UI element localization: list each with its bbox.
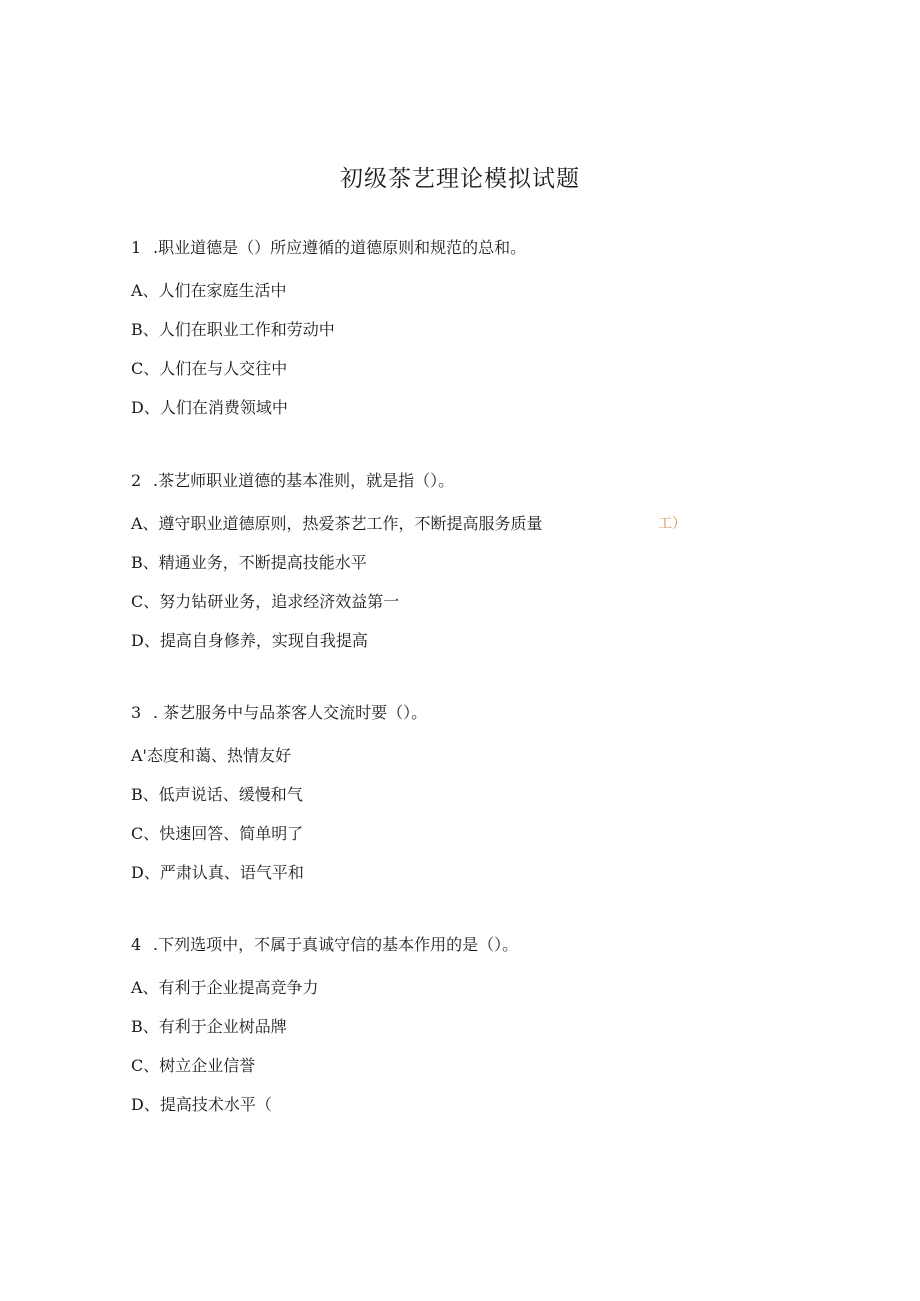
question-text: .茶艺师职业道德的基本准则，就是指（）。 (153, 471, 455, 490)
option-c: C、树立企业信誉 (131, 1056, 256, 1075)
question-text: .职业道德是（）所应遵循的道德原则和规范的总和。 (153, 238, 527, 257)
question-number: 3 (131, 703, 142, 722)
question-number: 1 (131, 238, 142, 257)
option-b: B、低声说话、缓慢和气 (131, 785, 303, 804)
question-number: 2 (131, 471, 142, 490)
question-number: 4 (131, 935, 142, 954)
option-d: D、提高自身修养，实现自我提高 (131, 631, 368, 650)
question-text: .下列选项中，不属于真诚守信的基本作用的是（）。 (153, 935, 519, 954)
option-a (131, 512, 771, 536)
question-stem (131, 701, 771, 725)
option-b: B、精通业务，不断提高技能水平 (131, 553, 367, 572)
page-title: 初级茶艺理论模拟试题 (340, 166, 580, 192)
option-d: D、人们在消费领域中 (131, 398, 288, 417)
option-d: D、提高技术水平（ (131, 1095, 272, 1114)
option-a: A'态度和蔼、热情友好 (131, 746, 291, 765)
question-stem (131, 236, 771, 260)
question-stem (131, 469, 771, 493)
question-3 (131, 701, 771, 900)
option-c: C、人们在与人交往中 (131, 359, 288, 378)
option-d: D、严肃认真、语气平和 (131, 863, 304, 882)
question-stem (131, 933, 771, 957)
option-a: A、有利于企业提高竞争力 (131, 978, 319, 997)
option-c: C、快速回答、简单明了 (131, 824, 304, 843)
stray-mark: 工） (658, 516, 686, 532)
question-2 (131, 469, 771, 668)
option-b: B、人们在职业工作和劳动中 (131, 320, 335, 339)
question-text: . 茶艺服务中与品茶客人交流时要（）。 (153, 703, 428, 722)
question-4 (131, 933, 771, 1132)
option-a: A、人们在家庭生活中 (131, 281, 287, 300)
option-a-text: A、遵守职业道德原则，热爱茶艺工作，不断提高服务质量 (131, 514, 543, 533)
option-b: B、有利于企业树品牌 (131, 1017, 287, 1036)
option-c: C、努力钻研业务，追求经济效益第一 (131, 592, 400, 611)
question-1 (131, 236, 771, 435)
